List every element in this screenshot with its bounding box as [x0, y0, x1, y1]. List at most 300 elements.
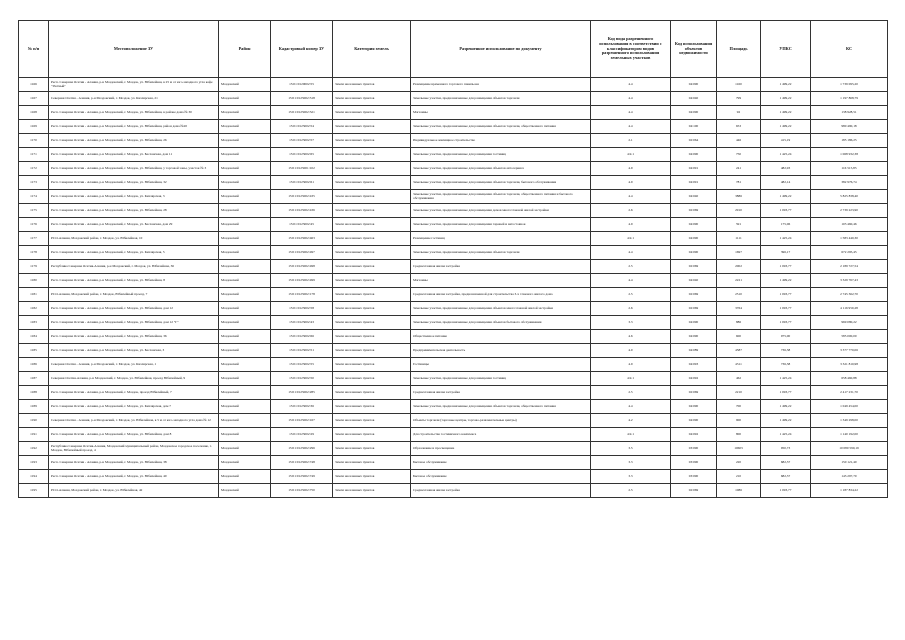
use-code-cell: 4.9	[591, 358, 671, 372]
row-number: 1176	[19, 218, 49, 232]
permitted-use-cell: Размещение временного торгового павильона	[411, 78, 591, 92]
upks-cell: 1 093,77	[761, 260, 811, 274]
object-code-cell: 04:089	[671, 344, 717, 358]
location-cell: РСО-Алания, Моздокский район, г. Моздок, Юбилейный проезд, 7	[49, 288, 219, 302]
land-category-cell: Земли населенных пунктов	[333, 134, 411, 148]
permitted-use-cell: Магазины	[411, 106, 591, 120]
cadastral-number-cell: 15:01:0125002:321	[271, 106, 333, 120]
location-cell: Северная Осетия - Алания, р-н Моздокский, г. Моздок, ул. Юбилейная, в 5 м от юго-западного угла дома № 12	[49, 414, 219, 428]
row-number: 1169	[19, 120, 49, 134]
table-row	[19, 358, 888, 372]
use-code-cell: 4.4	[591, 190, 671, 204]
ks-cell: 672 295,45	[811, 246, 888, 260]
permitted-use-cell: Земельные участки, предназначенные для размещения домов многоэтажной жилой застройки	[411, 204, 591, 218]
object-code-cell: 02:069	[671, 204, 717, 218]
district-cell: Моздокский	[219, 400, 271, 414]
area-cell: 800	[717, 428, 761, 442]
upks-cell: 1 425,24	[761, 148, 811, 162]
ks-cell: 185 186,25	[811, 134, 888, 148]
upks-cell: 975,00	[761, 330, 811, 344]
ks-cell: 3 329 767,43	[811, 274, 888, 288]
location-cell: Респ. Северная Осетия - Алания, р-н Моздокский, г. Моздок, ул. Юбилейная, 36	[49, 330, 219, 344]
object-code-cell: 04:090	[671, 218, 717, 232]
land-category-cell: Земли населенных пунктов	[333, 414, 411, 428]
permitted-use-cell: Земельные участки, предназначенные для размещения объектов торговли, общественного питания	[411, 120, 591, 134]
area-cell: 2210	[717, 386, 761, 400]
area-cell: 92	[717, 106, 761, 120]
upks-cell: 950,73	[761, 442, 811, 456]
land-category-cell: Земли населенных пунктов	[333, 428, 411, 442]
row-number: 1184	[19, 330, 49, 344]
cadastral-number-cell: 15:01:0125001:102	[271, 162, 333, 176]
area-cell: 2221	[717, 274, 761, 288]
area-cell: 4511	[717, 358, 761, 372]
use-code-cell: 4.2	[591, 414, 671, 428]
upks-cell: 1 499,22	[761, 78, 811, 92]
use-code-cell: 3.3	[591, 456, 671, 470]
district-cell: Моздокский	[219, 330, 271, 344]
area-cell: 462	[717, 372, 761, 386]
column-header: № п/п	[19, 21, 49, 78]
land-category-cell: Земли населенных пунктов	[333, 274, 411, 288]
location-cell: Северная Осетия - Алания, р-н Моздокский, г. Моздок, ул. Кизлярская, 1	[49, 358, 219, 372]
cadastral-number-cell: 15:01:0125002:167	[271, 414, 333, 428]
land-category-cell: Земли населенных пунктов	[333, 120, 411, 134]
land-category-cell: Земли населенных пунктов	[333, 92, 411, 106]
use-code-cell: 4.4	[591, 106, 671, 120]
use-code-cell: 2.5	[591, 260, 671, 274]
ks-cell: 1 049 454,00	[811, 400, 888, 414]
use-code-cell: 4.9.1	[591, 232, 671, 246]
cadastral-number-cell: 15:01:0125002:748	[271, 456, 333, 470]
upks-cell: 1 425,24	[761, 428, 811, 442]
table-row	[19, 316, 888, 330]
column-header: Местоположение ЗУ	[49, 21, 219, 78]
ks-cell: 143 297,70	[811, 470, 888, 484]
location-cell: Северная Осетия-Алания, р-н Моздокский, г. Моздок, ул. Юбилейная, проезд Юбилейный, 9	[49, 372, 219, 386]
cadastral-number-cell: 15:01:0125002:57	[271, 134, 333, 148]
row-number: 1177	[19, 232, 49, 246]
object-code-cell: 02:069	[671, 260, 717, 274]
district-cell: Моздокский	[219, 246, 271, 260]
upks-cell: 1 499,22	[761, 106, 811, 120]
location-cell: Респ. Северная Осетия - Алания, р-н Моздокский, г. Моздок, ул. Юбилейная, 40	[49, 470, 219, 484]
object-code-cell: 02:069	[671, 484, 717, 498]
table-row	[19, 344, 888, 358]
table-row	[19, 120, 888, 134]
row-number: 1186	[19, 358, 49, 372]
area-cell: 886	[717, 316, 761, 330]
object-code-cell: 04:040	[671, 190, 717, 204]
upks-cell: 1 093,77	[761, 302, 811, 316]
use-code-cell: 4.4	[591, 120, 671, 134]
table-row	[19, 190, 888, 204]
ks-cell: 5 825 838,40	[811, 190, 888, 204]
row-number: 1171	[19, 148, 49, 162]
land-category-cell: Земли населенных пунктов	[333, 316, 411, 330]
area-cell: 700	[717, 400, 761, 414]
permitted-use-cell: Для строительства гостиничного комплекса	[411, 428, 591, 442]
district-cell: Моздокский	[219, 232, 271, 246]
cadastral-number-cell: 15:01:0125002:51	[271, 344, 333, 358]
land-category-cell: Земли населенных пунктов	[333, 372, 411, 386]
permitted-use-cell: Объекты торговли (торговые центры, торгово-развлекательные центры)	[411, 414, 591, 428]
area-cell: 653	[717, 120, 761, 134]
object-code-cell: 04:090	[671, 232, 717, 246]
location-cell: Респ. Северная Осетия - Алания, р-н Моздокский, г. Моздок, ул. Юбилейная, 26	[49, 134, 219, 148]
table-row	[19, 456, 888, 470]
permitted-use-cell: Индивидуальное жилищное строительство	[411, 134, 591, 148]
row-number: 1193	[19, 456, 49, 470]
ks-cell: 150 121,40	[811, 456, 888, 470]
upks-cell: 1 425,24	[761, 232, 811, 246]
district-cell: Моздокский	[219, 358, 271, 372]
area-cell: 1086	[717, 484, 761, 498]
land-category-cell: Земли населенных пунктов	[333, 330, 411, 344]
upks-cell: 736,38	[761, 358, 811, 372]
use-code-cell: 4.9	[591, 176, 671, 190]
cadastral-number-cell: 15:01:0125002:43	[271, 316, 333, 330]
cadastral-number-cell: 15:01:0125002:55	[271, 358, 333, 372]
land-category-cell: Земли населенных пунктов	[333, 386, 411, 400]
table-row	[19, 176, 888, 190]
object-code-cell: 04:090	[671, 330, 717, 344]
use-code-cell: 2.6	[591, 204, 671, 218]
district-cell: Моздокский	[219, 190, 271, 204]
permitted-use-cell: Земельные участки, предназначенные для размещения объектов торговли	[411, 92, 591, 106]
ks-cell: 2 417 231,70	[811, 386, 888, 400]
location-cell: Северная Осетия - Алания, р-н Моздокский, г. Моздок, ул. Кизлярская, 21	[49, 92, 219, 106]
upks-cell: 396,17	[761, 246, 811, 260]
location-cell: Респ. Северная Осетия - Алания, р-н Моздокский, г. Моздок, ул. Юбилейная, 28	[49, 204, 219, 218]
upks-cell: 1 093,77	[761, 288, 811, 302]
object-code-cell: 04:090	[671, 106, 717, 120]
permitted-use-cell: Среднеэтажная жилая застройка, предназначенной для строительства 3-х этажного жилого дома	[411, 288, 591, 302]
use-code-cell: 4.4	[591, 274, 671, 288]
area-cell: 750	[717, 148, 761, 162]
use-code-cell: 2.5	[591, 484, 671, 498]
district-cell: Моздокский	[219, 372, 271, 386]
permitted-use-cell: Магазины	[411, 274, 591, 288]
land-category-cell: Земли населенных пунктов	[333, 470, 411, 484]
ks-cell: 1 140 192,00	[811, 428, 888, 442]
location-cell: Респ. Северная Осетия - Алания, р-н Моздокский, г. Моздок, ул. Юбилейная, дом 8	[49, 428, 219, 442]
permitted-use-cell: Бытовое обслуживание	[411, 470, 591, 484]
object-code-cell: 03:090	[671, 456, 717, 470]
use-code-cell: 2.5	[591, 288, 671, 302]
table-row	[19, 134, 888, 148]
row-number: 1185	[19, 344, 49, 358]
use-code-cell: 4.9	[591, 218, 671, 232]
cadastral-number-cell: 15:01:0125002:54	[271, 120, 333, 134]
use-code-cell: 4.4	[591, 92, 671, 106]
permitted-use-cell: Общественное питание	[411, 330, 591, 344]
ks-cell: 1 349 298,00	[811, 414, 888, 428]
location-cell: Респ. Северная Осетия - Алания, р-н Моздокский, г. Моздок, проезд Юбилейный, 7	[49, 386, 219, 400]
ks-cell: 3 377 770,06	[811, 344, 888, 358]
cadastral-number-cell: 15:01:0125002:436	[271, 204, 333, 218]
area-cell: 241	[717, 162, 761, 176]
row-number: 1190	[19, 414, 49, 428]
object-code-cell: 04:090	[671, 400, 717, 414]
land-category-cell: Земли населенных пунктов	[333, 260, 411, 274]
permitted-use-cell: Земельные участки, предназначенные для размещения гаражей и автостоянок	[411, 218, 591, 232]
district-cell: Моздокский	[219, 302, 271, 316]
upks-cell: 1 499,22	[761, 414, 811, 428]
object-code-cell: 04:092	[671, 372, 717, 386]
district-cell: Моздокский	[219, 162, 271, 176]
permitted-use-cell: Земельные участки, предназначенные для размещения объектов бытового обслуживания	[411, 316, 591, 330]
permitted-use-cell: Земельные участки, предназначенные для размещения гостиниц	[411, 148, 591, 162]
table-row	[19, 162, 888, 176]
location-cell: Респ. Северная Осетия - Алания, р-н Моздокский, г. Моздок, ул. Бесланская, дом 29	[49, 218, 219, 232]
ks-cell: 969 080,22	[811, 316, 888, 330]
row-number: 1180	[19, 274, 49, 288]
district-cell: Моздокский	[219, 218, 271, 232]
object-code-cell: 02:069	[671, 288, 717, 302]
ks-cell: 1 068 932,38	[811, 148, 888, 162]
use-code-cell: 3.3	[591, 316, 671, 330]
ks-cell: 2 739 223,90	[811, 204, 888, 218]
cadastral-number-cell: 15:01:0125002:285	[271, 386, 333, 400]
location-cell: Респ. Северная Осетия - Алания, р-н Моздокский, г. Моздок, ул. Юбилейная, 32	[49, 176, 219, 190]
use-code-cell: 4.9.1	[591, 428, 671, 442]
upks-cell: 482,93	[761, 162, 811, 176]
table-header-row	[19, 21, 888, 78]
location-cell: Респ. Северная Осетия - Алания, р-н Моздокский, г. Моздок, ул. Юбилейная, дом 12 "Г"	[49, 316, 219, 330]
district-cell: Моздокский	[219, 316, 271, 330]
land-category-cell: Земли населенных пунктов	[333, 176, 411, 190]
upks-cell: 682,37	[761, 456, 811, 470]
cadastral-number-cell: 15:01:0125002:65	[271, 148, 333, 162]
location-cell: Респ. Северная Осетия - Алания, р-н Моздокский, г. Моздок, ул. Кизлярская, 3	[49, 190, 219, 204]
upks-cell: 1 093,77	[761, 484, 811, 498]
row-number: 1187	[19, 372, 49, 386]
land-category-cell: Земли населенных пунктов	[333, 204, 411, 218]
ks-cell: 116 515,85	[811, 162, 888, 176]
table-row	[19, 274, 888, 288]
area-cell: 3764	[717, 302, 761, 316]
location-cell: РСО-Алания, Моздокский район, г. Моздок, ул. Юбилейная, 42	[49, 484, 219, 498]
object-code-cell: 04:040	[671, 274, 717, 288]
object-code-cell: 04:040	[671, 92, 717, 106]
location-cell: РСО-Алания, Моздокский район, г. Моздок, ул. Юбилейная, 10	[49, 232, 219, 246]
row-number: 1191	[19, 428, 49, 442]
table-row	[19, 218, 888, 232]
table-row	[19, 330, 888, 344]
land-category-cell: Земли населенных пунктов	[333, 302, 411, 316]
row-number: 1183	[19, 316, 49, 330]
use-code-cell: 4.9.1	[591, 372, 671, 386]
table-row	[19, 484, 888, 498]
use-code-cell: 4.4	[591, 246, 671, 260]
cadastral-number-cell: 15:01:0125002:749	[271, 470, 333, 484]
row-number: 1166	[19, 78, 49, 92]
ks-cell: 103 460,46	[811, 218, 888, 232]
district-cell: Моздокский	[219, 78, 271, 92]
row-number: 1192	[19, 442, 49, 456]
district-cell: Моздокский	[219, 414, 271, 428]
location-cell: Респ. Северная Осетия - Алания, р-н Моздокский, г. Моздок, ул. Юбилейная, в 25 м от юго-западного угла кафе "Уютный"	[49, 78, 219, 92]
column-header: УПКС	[761, 21, 811, 78]
district-cell: Моздокский	[219, 134, 271, 148]
area-cell: 446	[717, 134, 761, 148]
upks-cell: 1 499,22	[761, 400, 811, 414]
upks-cell: 1 093,77	[761, 204, 811, 218]
upks-cell: 1 499,22	[761, 92, 811, 106]
table-row	[19, 400, 888, 414]
land-category-cell: Земли населенных пунктов	[333, 162, 411, 176]
ks-cell: 4 116 950,28	[811, 302, 888, 316]
table-row	[19, 204, 888, 218]
area-cell: 1697	[717, 246, 761, 260]
object-code-cell: 04:091	[671, 176, 717, 190]
object-code-cell: 02:069	[671, 302, 717, 316]
permitted-use-cell: Среднеэтажная жилая застройка	[411, 484, 591, 498]
cadastral-number-cell: 15:01:0125002:499	[271, 274, 333, 288]
cadastral-number-cell: 15:01:0125002:66	[271, 330, 333, 344]
permitted-use-cell: Среднеэтажная жилая застройка	[411, 386, 591, 400]
upks-cell: 736,38	[761, 344, 811, 358]
district-cell: Моздокский	[219, 288, 271, 302]
table-row	[19, 92, 888, 106]
object-code-cell: 04:091	[671, 162, 717, 176]
ks-cell: 2 189 727,54	[811, 260, 888, 274]
location-cell: Республика Северная Осетия-Алания, Моздокский муниципальный район, Моздокское городское поселение, г. Моздок, Юбилейный проезд, 4	[49, 442, 219, 456]
location-cell: Респ. Северная Осетия - Алания, р-н Моздокский, г. Моздок, ул. Бесланская, 3	[49, 344, 219, 358]
row-number: 1167	[19, 92, 49, 106]
land-category-cell: Земли населенных пунктов	[333, 78, 411, 92]
row-number: 1182	[19, 302, 49, 316]
table-row	[19, 288, 888, 302]
row-number: 1178	[19, 246, 49, 260]
object-code-cell: 03:090	[671, 470, 717, 484]
table-row	[19, 442, 888, 456]
ks-cell: 1 187 834,22	[811, 484, 888, 498]
object-code-cell: 02:064	[671, 134, 717, 148]
table-row	[19, 372, 888, 386]
permitted-use-cell: Земельные участки, предназначенные для размещения объектов торговли	[411, 246, 591, 260]
district-cell: Моздокский	[219, 470, 271, 484]
row-number: 1174	[19, 190, 49, 204]
use-code-cell: 3.3	[591, 470, 671, 484]
land-category-cell: Земли населенных пунктов	[333, 400, 411, 414]
location-cell: Респ. Северная Осетия - Алания, р-н Моздокский, г. Моздок, ул. Юбилейная, 38	[49, 456, 219, 470]
column-header: Категория земель	[333, 21, 411, 78]
area-cell: 2910	[717, 204, 761, 218]
permitted-use-cell: Бытовое обслуживание	[411, 456, 591, 470]
district-cell: Моздокский	[219, 260, 271, 274]
object-code-cell: 04:090	[671, 246, 717, 260]
district-cell: Моздокский	[219, 428, 271, 442]
district-cell: Моздокский	[219, 456, 271, 470]
location-cell: Респ. Северная Осетия - Алания, р-н Моздокский, г. Моздок, ул. Юбилейная, у торговой зоны, участок № 3	[49, 162, 219, 176]
cadastral-number-cell: 15:01:0125002:750	[271, 484, 333, 498]
upks-cell: 1 093,77	[761, 386, 811, 400]
ks-cell: 2 745 362,70	[811, 288, 888, 302]
row-number: 1181	[19, 288, 49, 302]
cadastral-number-cell: 15:01:0125002:178	[271, 288, 333, 302]
row-number: 1189	[19, 400, 49, 414]
district-cell: Моздокский	[219, 484, 271, 498]
area-cell: 900	[717, 414, 761, 428]
permitted-use-cell: Гостиницы	[411, 358, 591, 372]
use-code-cell: 3.5	[591, 442, 671, 456]
district-cell: Моздокский	[219, 176, 271, 190]
district-cell: Моздокский	[219, 386, 271, 400]
area-cell: 799	[717, 92, 761, 106]
use-code-cell: 4.9	[591, 162, 671, 176]
district-cell: Моздокский	[219, 204, 271, 218]
upks-cell: 175,06	[761, 218, 811, 232]
location-cell: Республика Северная Осетия-Алания, р-н Моздокский, г. Моздок, ул. Юбилейная, 36	[49, 260, 219, 274]
row-number: 1194	[19, 470, 49, 484]
area-cell: 220	[717, 456, 761, 470]
cadastral-number-cell: 15:01:0125002:45	[271, 218, 333, 232]
upks-cell: 415,19	[761, 134, 811, 148]
use-code-cell: 4.9.1	[591, 148, 671, 162]
permitted-use-cell: Размещение гостиниц	[411, 232, 591, 246]
table-row	[19, 386, 888, 400]
area-cell: 1160	[717, 78, 761, 92]
table-row	[19, 302, 888, 316]
permitted-use-cell: Земельные участки, предназначенные для размещения объектов торговли, общественного питания	[411, 400, 591, 414]
district-cell: Моздокский	[219, 106, 271, 120]
area-cell: 781	[717, 176, 761, 190]
table-row	[19, 414, 888, 428]
land-category-cell: Земли населенных пунктов	[333, 456, 411, 470]
cadastral-number-cell: 15:01:0125002:36	[271, 400, 333, 414]
object-code-cell: 04:090	[671, 316, 717, 330]
row-number: 1195	[19, 484, 49, 498]
ks-cell: 585 000,00	[811, 330, 888, 344]
permitted-use-cell: Земельные участки, предназначенные для размещения объектов многоэтажной жилой застройки	[411, 302, 591, 316]
location-cell: Респ. Северная Осетия - Алания, р-н Моздокский, г. Моздок, ул. Юбилейная, 8	[49, 274, 219, 288]
district-cell: Моздокский	[219, 148, 271, 162]
ks-cell: 382 976,74	[811, 176, 888, 190]
area-cell: 591	[717, 218, 761, 232]
land-category-cell: Земли населенных пунктов	[333, 358, 411, 372]
object-code-cell: 03:090	[671, 442, 717, 456]
row-number: 1175	[19, 204, 49, 218]
cadastral-number-cell: 15:01:0125002:61	[271, 176, 333, 190]
object-code-cell: 04:092	[671, 428, 717, 442]
use-code-cell: 2.6	[591, 302, 671, 316]
document-sheet	[18, 20, 887, 498]
upks-cell: 682,37	[761, 470, 811, 484]
district-cell: Моздокский	[219, 442, 271, 456]
upks-cell: 1 425,24	[761, 372, 811, 386]
column-header: Район	[219, 21, 271, 78]
land-category-cell: Земли населенных пунктов	[333, 246, 411, 260]
cadastral-number-cell: 15:01:0125002:58	[271, 302, 333, 316]
land-category-cell: Земли населенных пунктов	[333, 484, 411, 498]
cadastral-number-cell: 15:01:0125002:463	[271, 232, 333, 246]
ks-cell: 658 460,88	[811, 372, 888, 386]
cadastral-value-table	[18, 20, 888, 498]
district-cell: Моздокский	[219, 92, 271, 106]
permitted-use-cell: Земельные участки, предназначенные для размещения объектов торговли, бытового обслуживания	[411, 176, 591, 190]
row-number: 1170	[19, 134, 49, 148]
use-code-cell: 4.0	[591, 344, 671, 358]
location-cell: Респ. Северная Осетия - Алания, р-н Моздокский, г. Моздок, ул. Юбилейная, район дома №20	[49, 120, 219, 134]
ks-cell: 3 321 810,98	[811, 358, 888, 372]
object-code-cell: 04:090	[671, 148, 717, 162]
row-number: 1179	[19, 260, 49, 274]
table-row	[19, 260, 888, 274]
district-cell: Моздокский	[219, 274, 271, 288]
land-category-cell: Земли населенных пунктов	[333, 106, 411, 120]
